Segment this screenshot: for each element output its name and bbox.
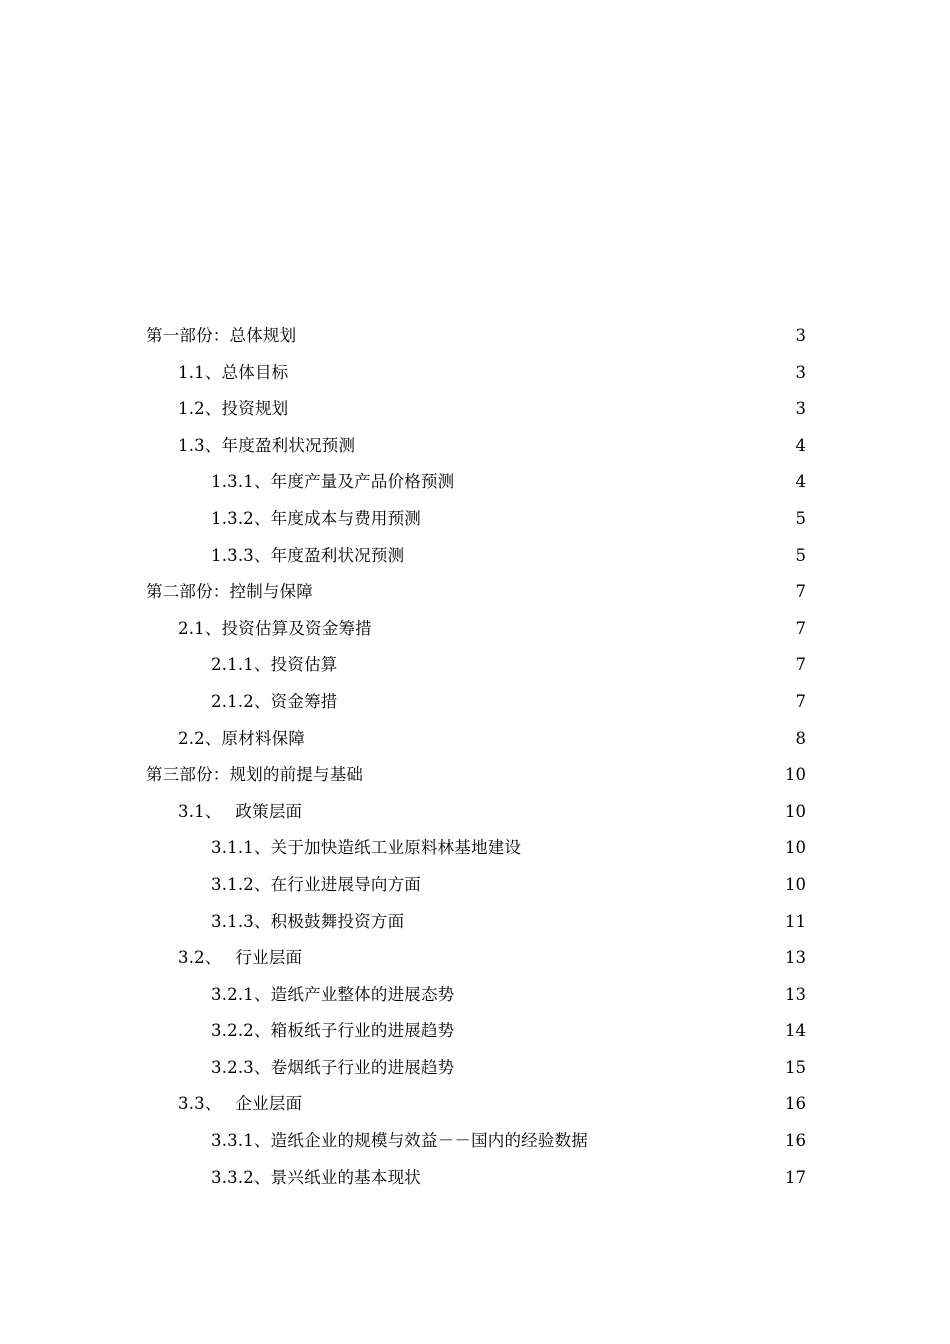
toc-entry-label: 2.2、原材料保障 bbox=[178, 728, 306, 748]
toc-entry-label: 3.2.2、箱板纸子行业的进展趋势 bbox=[211, 1021, 455, 1041]
toc-entry-label: 3.3.1、造纸企业的规模与效益－－国内的经验数据 bbox=[211, 1131, 588, 1151]
toc-entry[interactable] bbox=[146, 428, 806, 465]
toc-page-number: 5 bbox=[795, 508, 806, 528]
toc-page-number: 14 bbox=[785, 1021, 806, 1041]
toc-entry[interactable] bbox=[146, 501, 806, 538]
dot-leader bbox=[455, 1072, 784, 1073]
toc-entry-label: 1.3.3、年度盈利状况预测 bbox=[211, 545, 405, 565]
toc-entry[interactable] bbox=[146, 1050, 806, 1087]
toc-page-number: 13 bbox=[785, 984, 806, 1004]
dot-leader bbox=[306, 743, 794, 744]
dot-leader bbox=[422, 1182, 784, 1183]
toc-entry[interactable] bbox=[146, 1086, 806, 1123]
toc-entry-label: 3.2.1、造纸产业整体的进展态势 bbox=[211, 984, 455, 1004]
toc-page-number: 7 bbox=[795, 655, 806, 675]
toc-page-number: 4 bbox=[795, 472, 806, 492]
dot-leader bbox=[303, 962, 784, 963]
toc-entry[interactable] bbox=[146, 1013, 806, 1050]
toc-page-number: 13 bbox=[785, 948, 806, 968]
dot-leader bbox=[373, 633, 795, 634]
toc-page-number: 5 bbox=[795, 545, 806, 565]
dot-leader bbox=[314, 596, 795, 597]
toc-entry[interactable] bbox=[146, 794, 806, 831]
dot-leader bbox=[455, 999, 784, 1000]
toc-entry[interactable] bbox=[146, 721, 806, 758]
dot-leader bbox=[303, 1108, 784, 1109]
toc-page-number: 3 bbox=[795, 326, 806, 345]
toc-entry-label: 2.1、投资估算及资金筹措 bbox=[178, 618, 372, 638]
toc-entry-label: 1.3、年度盈利状况预测 bbox=[178, 435, 356, 455]
toc-page-number: 7 bbox=[795, 691, 806, 711]
toc-page-number: 3 bbox=[795, 362, 806, 382]
dot-leader bbox=[522, 852, 784, 853]
toc-entry-label: 3.3.2、景兴纸业的基本现状 bbox=[211, 1167, 421, 1187]
toc-entry-label: 第二部份：控制与保障 bbox=[146, 582, 313, 602]
dot-leader bbox=[338, 669, 794, 670]
toc-page-number: 10 bbox=[785, 801, 806, 821]
toc-entry-label: 2.1.2、资金筹措 bbox=[211, 691, 338, 711]
toc-entry[interactable] bbox=[146, 574, 806, 611]
dot-leader bbox=[289, 377, 794, 378]
toc-page-number: 3 bbox=[795, 399, 806, 419]
dot-leader bbox=[364, 779, 784, 780]
toc-entry-label: 第一部份：总体规划 bbox=[146, 326, 297, 345]
toc-entry[interactable] bbox=[146, 1160, 806, 1197]
toc-entry[interactable] bbox=[146, 1123, 806, 1160]
toc-entry-label: 3.1.1、关于加快造纸工业原料林基地建设 bbox=[211, 838, 522, 858]
dot-leader bbox=[455, 1035, 784, 1036]
toc-entry-label: 1.3.1、年度产量及产品价格预测 bbox=[211, 472, 455, 492]
dot-leader bbox=[405, 926, 784, 927]
toc-entry[interactable] bbox=[146, 830, 806, 867]
dot-leader bbox=[289, 413, 794, 414]
toc-entry[interactable] bbox=[146, 355, 806, 392]
dot-leader bbox=[338, 706, 794, 707]
toc-page-number: 10 bbox=[785, 765, 806, 785]
toc-entry-label: 3.1.2、在行业进展导向方面 bbox=[211, 874, 421, 894]
toc-entry[interactable] bbox=[146, 867, 806, 904]
dot-leader bbox=[297, 340, 794, 341]
dot-leader bbox=[455, 486, 794, 487]
toc-page-number: 4 bbox=[795, 435, 806, 455]
toc-entry[interactable] bbox=[146, 904, 806, 941]
toc-entry-label: 3.1.3、积极鼓舞投资方面 bbox=[211, 911, 405, 931]
toc-entry[interactable] bbox=[146, 977, 806, 1014]
toc-entry-label: 1.3.2、年度成本与费用预测 bbox=[211, 508, 421, 528]
dot-leader bbox=[356, 450, 794, 451]
toc-page-number: 10 bbox=[785, 838, 806, 858]
toc-entry-label: 3.2、 行业层面 bbox=[178, 948, 303, 968]
toc-entry-label: 1.1、总体目标 bbox=[178, 362, 289, 382]
toc-entry-label: 3.2.3、卷烟纸子行业的进展趋势 bbox=[211, 1057, 455, 1077]
toc-page-number: 16 bbox=[785, 1094, 806, 1114]
toc-entry[interactable] bbox=[146, 464, 806, 501]
toc-page-number: 15 bbox=[785, 1057, 806, 1077]
dot-leader bbox=[422, 523, 795, 524]
dot-leader bbox=[589, 1145, 784, 1146]
toc-entry[interactable] bbox=[146, 538, 806, 575]
toc-page-number: 8 bbox=[795, 728, 806, 748]
toc-entry-label: 1.2、投资规划 bbox=[178, 399, 289, 419]
table-of-contents bbox=[146, 318, 806, 1196]
toc-page-number: 7 bbox=[795, 582, 806, 602]
toc-page-number: 10 bbox=[785, 874, 806, 894]
toc-entry[interactable] bbox=[146, 940, 806, 977]
toc-page-number: 7 bbox=[795, 618, 806, 638]
toc-entry-label: 第三部份：规划的前提与基础 bbox=[146, 765, 364, 785]
toc-entry-label: 2.1.1、投资估算 bbox=[211, 655, 338, 675]
dot-leader bbox=[405, 560, 794, 561]
toc-entry[interactable] bbox=[146, 391, 806, 428]
toc-entry-label: 3.1、 政策层面 bbox=[178, 801, 303, 821]
toc-page-number: 11 bbox=[785, 911, 806, 931]
dot-leader bbox=[422, 889, 784, 890]
toc-entry[interactable] bbox=[146, 757, 806, 794]
toc-page-number: 16 bbox=[785, 1131, 806, 1151]
toc-entry[interactable] bbox=[146, 611, 806, 648]
dot-leader bbox=[303, 816, 784, 817]
toc-entry[interactable] bbox=[146, 318, 806, 355]
toc-entry[interactable] bbox=[146, 684, 806, 721]
toc-entry[interactable] bbox=[146, 647, 806, 684]
toc-page-number: 17 bbox=[785, 1167, 806, 1187]
toc-entry-label: 3.3、 企业层面 bbox=[178, 1094, 303, 1114]
